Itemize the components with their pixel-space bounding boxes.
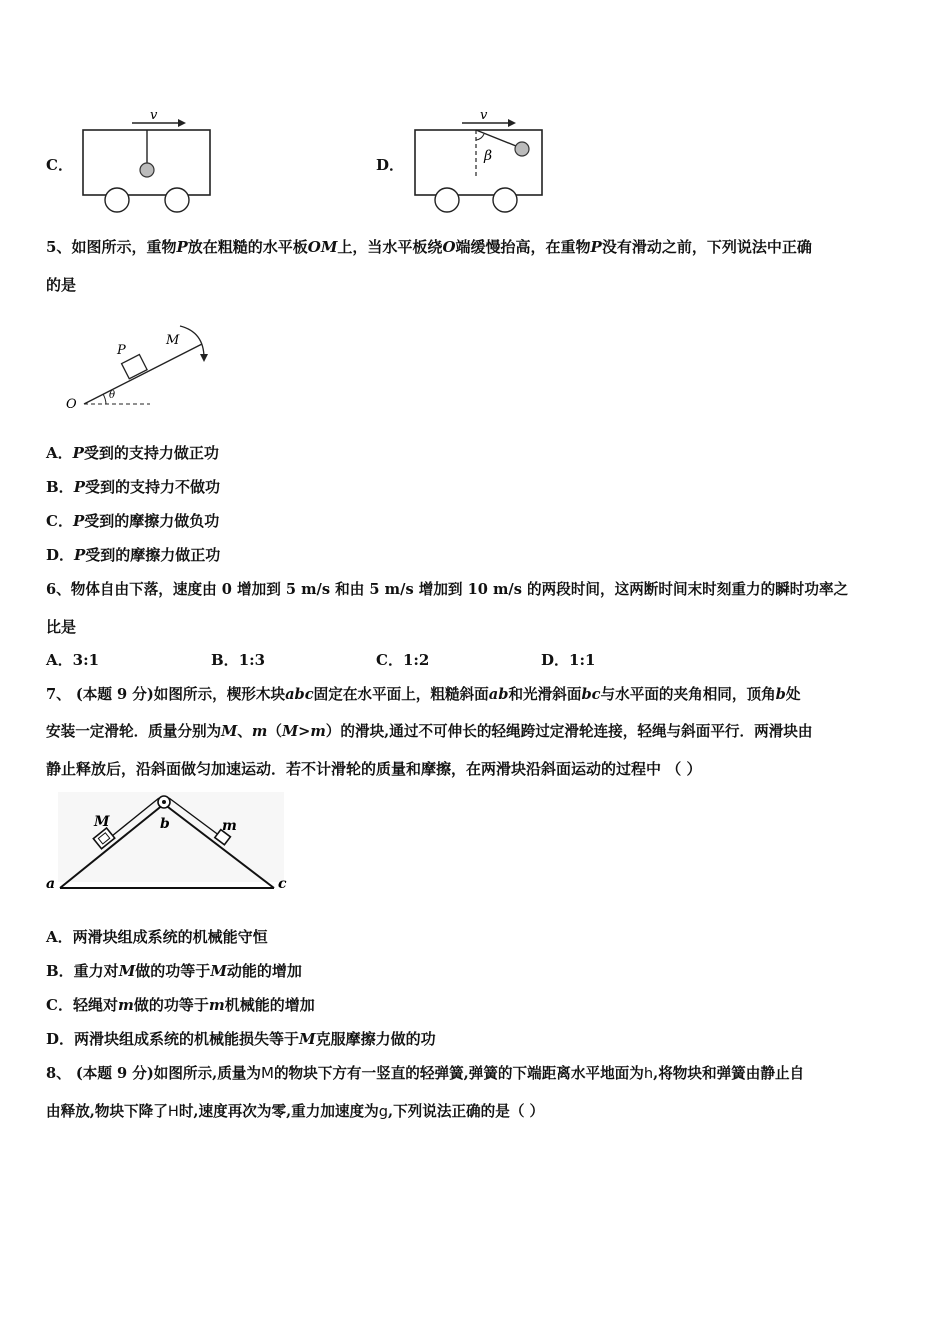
wheel-right xyxy=(493,188,517,212)
velocity-label: v xyxy=(480,108,488,123)
q7-option-d: D．两滑块组成系统的机械能损失等于M克服摩擦力做的功 xyxy=(46,1030,436,1048)
q6-option-d: D．1:1 xyxy=(541,651,596,669)
q5-option-b: B．P受到的支持力不做功 xyxy=(46,478,220,496)
angle-beta-label: β xyxy=(484,148,493,164)
q6-option-a: A．3:1 xyxy=(46,651,100,669)
q4-option-d-label: D． xyxy=(376,156,405,174)
q6-stem-line-2: 比是 xyxy=(46,618,77,636)
pulley-axle xyxy=(162,800,166,804)
label-c: c xyxy=(278,876,287,892)
q4-figure-d xyxy=(412,104,547,216)
wheel-left xyxy=(435,188,459,212)
q4-option-c-label: C． xyxy=(46,156,73,174)
block-p xyxy=(122,355,148,379)
q5-option-d: D．P受到的摩擦力做正功 xyxy=(46,546,221,564)
pendulum-ball xyxy=(515,142,529,156)
block-p-label: P xyxy=(117,343,126,358)
q7-stem-line-1: 7、 (本题 9 分)如图所示，楔形木块abc固定在水平面上，粗糙斜面ab和光滑斜面bc与水平面的夹角相同，顶角b处 xyxy=(46,686,801,703)
q8-stem-line-2: 由释放,物块下降了H时,速度再次为零,重力加速度为g,下列说法正确的是（ ） xyxy=(46,1103,545,1120)
q6-option-b: B．1:3 xyxy=(211,651,266,669)
q7-figure xyxy=(44,790,294,900)
q6-option-c: C．1:2 xyxy=(376,651,430,669)
incline-board xyxy=(84,344,202,404)
label-big-m: M xyxy=(94,814,110,830)
wheel-right xyxy=(165,188,189,212)
theta-label: θ xyxy=(109,390,116,401)
q7-option-c: C．轻绳对m做的功等于m机械能的增加 xyxy=(46,996,315,1014)
pendulum-string xyxy=(476,130,516,146)
label-small-m: m xyxy=(222,818,237,834)
label-a: a xyxy=(46,876,56,892)
velocity-label: v xyxy=(150,108,158,123)
q5-option-a: A．P受到的支持力做正功 xyxy=(46,444,219,462)
q8-stem-line-1: 8、 (本题 9 分)如图所示,质量为M的物块下方有一竖直的轻弹簧,弹簧的下端距离水平地面为h,将物块和弹簧由静止自 xyxy=(46,1064,805,1082)
q7-option-a: A．两滑块组成系统的机械能守恒 xyxy=(46,928,268,946)
q5-stem-line-2: 的是 xyxy=(46,276,77,294)
q5-option-c: C．P受到的摩擦力做负功 xyxy=(46,512,220,530)
q7-stem-line-2: 安装一定滑轮．质量分别为M、m（M>m）的滑块,通过不可伸长的轻绳跨过定滑轮连接，轻绳与斜面平行．两滑块由 xyxy=(46,723,813,740)
angle-arc xyxy=(103,394,106,404)
end-m-label: M xyxy=(166,333,180,348)
velocity-arrowhead xyxy=(508,119,516,127)
q5-stem-line-1: 5、如图所示，重物P放在粗糙的水平板OM上，当水平板绕O端缓慢抬高，在重物P没有滑动之前，下列说法中正确 xyxy=(46,238,812,256)
wheel-left xyxy=(105,188,129,212)
q7-stem-line-3: 静止释放后，沿斜面做匀加速运动．若不计滑轮的质量和摩擦，在两滑块沿斜面运动的过程中 （ ） xyxy=(46,760,702,778)
q4-figure-c xyxy=(80,104,215,216)
rotation-arrowhead xyxy=(200,354,208,362)
pendulum-ball xyxy=(140,163,154,177)
pivot-o-label: O xyxy=(66,397,77,412)
label-b: b xyxy=(160,816,170,832)
velocity-arrowhead xyxy=(178,119,186,127)
q7-option-b: B．重力对M做的功等于M动能的增加 xyxy=(46,962,302,980)
q6-stem-line-1: 6、物体自由下落，速度由 0 增加到 5 m/s 和由 5 m/s 增加到 10 m/s 的两段时间，这两断时间末时刻重力的瞬时功率之 xyxy=(46,581,849,598)
q5-figure xyxy=(62,318,222,412)
angle-arc xyxy=(476,134,484,140)
